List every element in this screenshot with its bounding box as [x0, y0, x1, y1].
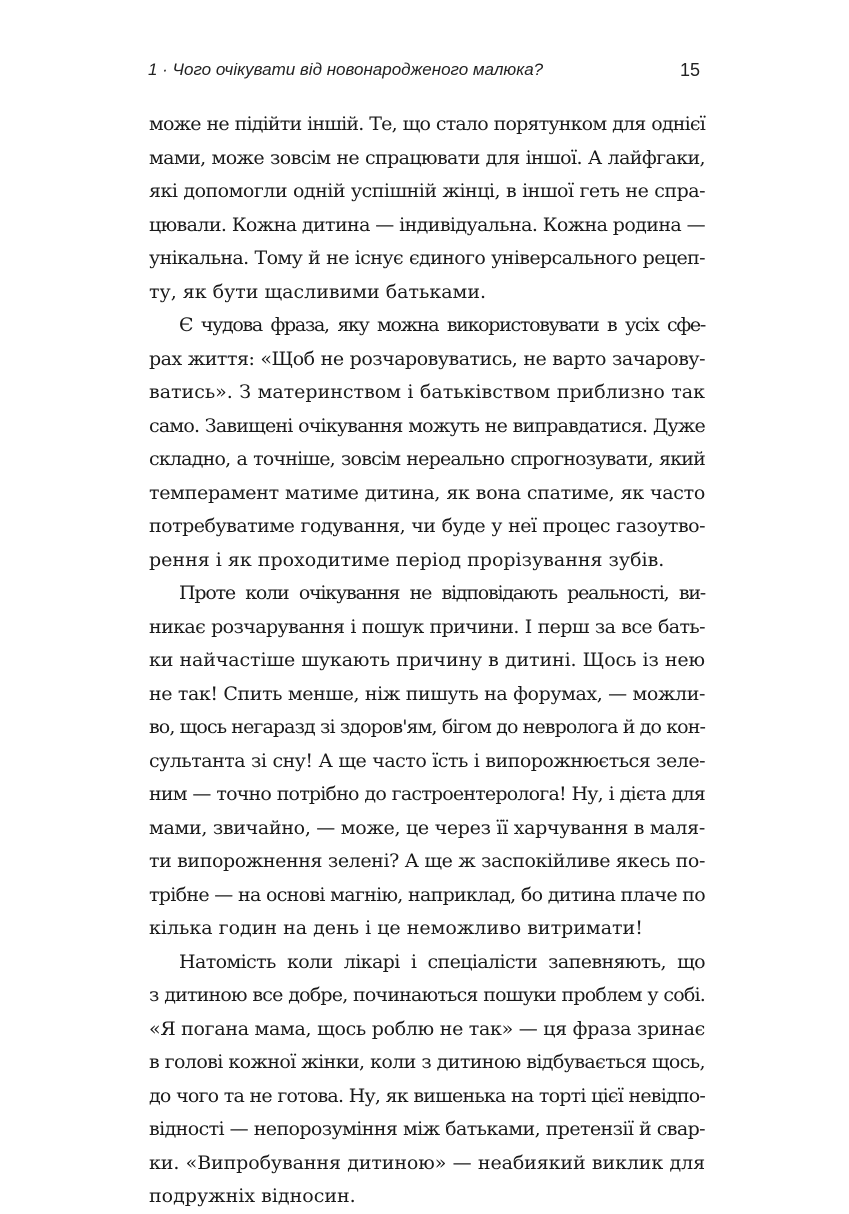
paragraph — [149, 108, 705, 309]
text-line: Є чудова фраза, яку можна використовувати в усіх сфе- — [179, 314, 705, 336]
text-line: кілька годин на день і це неможливо витримати! — [149, 917, 643, 939]
text-line: Проте коли очікування не відповідають реальності, ви- — [179, 582, 705, 604]
text-line: не так! Спить менше, ніж пишуть на форумах, — можли- — [149, 682, 705, 705]
text-line: ти випорожнення зелені? А ще ж заспокійливе якесь по- — [149, 850, 705, 872]
text-line: ватись». З материнством і батьківством приблизно так — [149, 381, 705, 403]
text-line: во, щось негаразд зі здоров'ям, бігом до невролога й до кон- — [149, 716, 705, 738]
running-head — [148, 60, 700, 90]
text-line: само. Завищені очікування можуть не виправдатися. Дуже — [149, 414, 705, 437]
body-text — [149, 108, 705, 1214]
text-line: які допомогли одній успішній жінці, в іншої геть не спра- — [149, 180, 705, 202]
text-line: сультанта зі сну! А ще часто їсть і випорожнюється зеле- — [149, 749, 705, 772]
text-line: Натомість коли лікарі і спеціалісти запевняють, що — [179, 950, 705, 973]
text-line: унікальна. Тому й не існує єдиного універсального рецеп- — [149, 247, 705, 269]
text-line: ки найчастіше шукають причину в дитині. Щось із нею — [149, 649, 705, 671]
text-line: може не підійти іншій. Те, що стало порятунком для однієї — [149, 113, 705, 135]
text-line: складно, а точніше, зовсім нереально спрогнозувати, який — [149, 448, 705, 470]
text-line: темперамент матиме дитина, як вона спатиме, як часто — [149, 481, 705, 504]
text-line: рах життя: «Щоб не розчаровуватись, не варто зачарову- — [149, 347, 705, 370]
paragraph — [149, 577, 705, 946]
text-line: ки. «Випробування дитиною» — неабиякий виклик для — [149, 1151, 705, 1174]
text-line: подружніх відносин. — [149, 1185, 356, 1207]
text-line: до чого та не готова. Ну, як вишенька на торті цієї невідпо- — [149, 1084, 705, 1107]
text-line: мами, може зовсім не спрацювати для іншої. А лайфгаки, — [149, 146, 705, 169]
text-line: відності — непорозуміння між батьками, претензії й свар- — [149, 1118, 705, 1140]
page-number: 15 — [679, 60, 700, 80]
text-line: мами, звичайно, — може, це через її харчування в маля- — [149, 816, 705, 839]
paragraph — [149, 309, 705, 577]
text-line: рення і як проходитиме період прорізування зубів. — [149, 548, 665, 571]
text-line: в голові кожної жінки, коли з дитиною відбувається щось, — [149, 1051, 705, 1073]
text-line: трібне — на основі магнію, наприклад, бо дитина плаче по — [149, 883, 705, 906]
text-line: ним — точно потрібно до гастроентеролога! Ну, і дієта для — [149, 783, 705, 805]
text-line: з дитиною все добре, починаються пошуки проблем у собі. — [149, 984, 705, 1006]
text-line: потребуватиме годування, чи буде у неї процес газоутво- — [149, 515, 705, 537]
text-line: «Я погана мама, щось роблю не так» — ця фраза зринає — [149, 1017, 705, 1040]
text-line: цювали. Кожна дитина — індивідуальна. Кожна родина — — [149, 213, 705, 236]
text-line: ту, як бути щасливими батьками. — [149, 280, 487, 303]
paragraph — [149, 946, 705, 1214]
text-line: никає розчарування і пошук причини. І перш за все бать- — [149, 615, 705, 638]
chapter-title: 1 · Чого очікувати від новонародженого малюка? — [148, 60, 544, 79]
